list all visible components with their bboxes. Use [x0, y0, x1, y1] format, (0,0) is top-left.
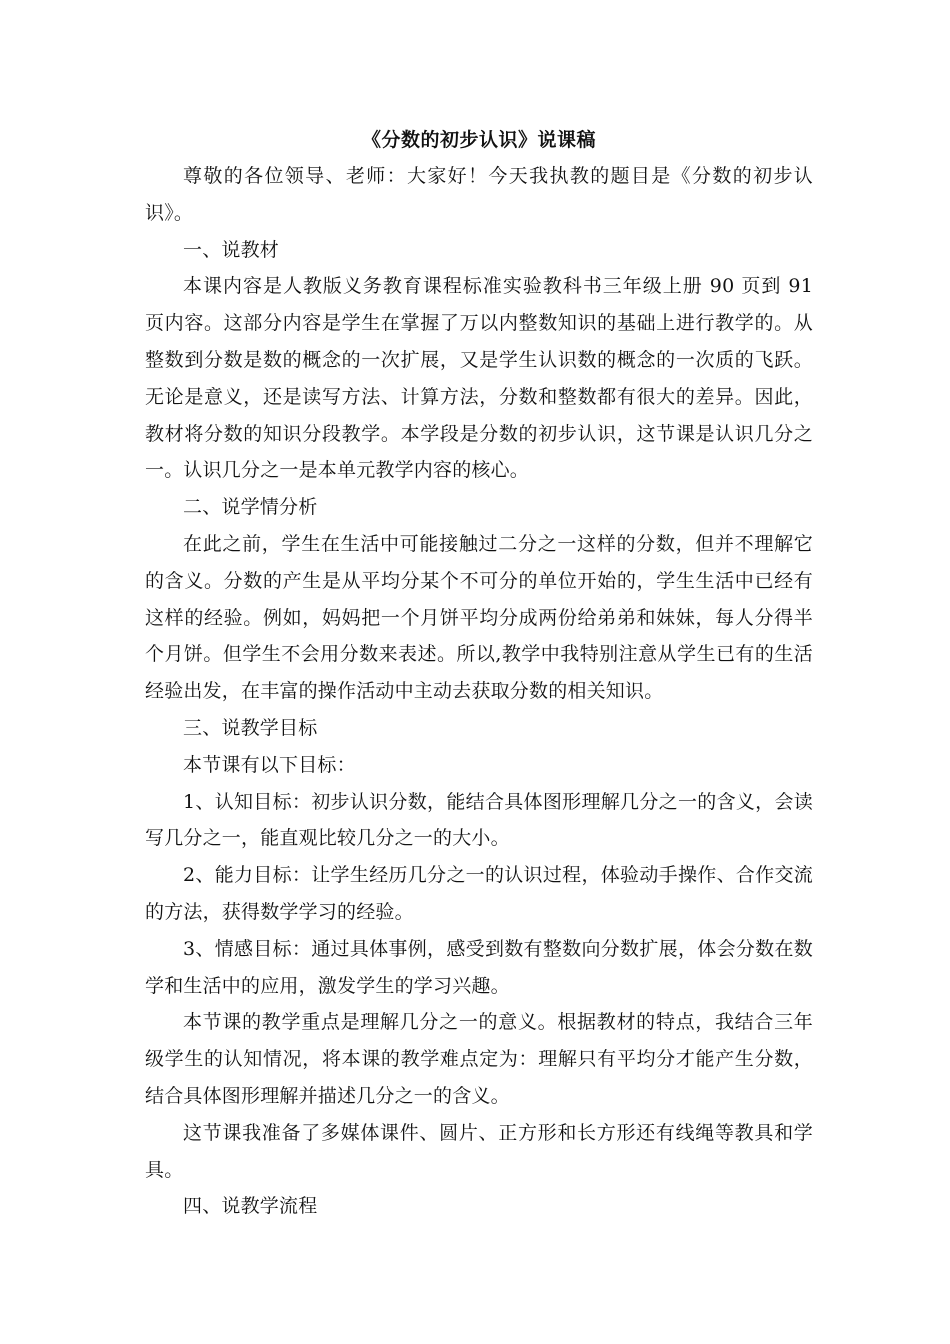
- cognitive-goal-paragraph: 1、认知目标：初步认识分数，能结合具体图形理解几分之一的含义，会读写几分之一，能直观比较几分之一的大小。: [145, 790, 813, 850]
- section-heading-textbook: 一、说教材: [183, 238, 280, 261]
- key-points-paragraph: 本节课的教学重点是理解几分之一的意义。根据教材的特点，我结合三年级学生的认知情况，将本课的教学难点定为：理解只有平均分才能产生分数，结合具体图形理解并描述几分之一的含义。: [145, 1011, 813, 1107]
- document-page: [145, 122, 813, 1225]
- document-title: 《分数的初步认识》说课稿: [361, 129, 596, 151]
- section-heading-teaching-process: 四、说教学流程: [183, 1195, 318, 1218]
- emotional-goal-paragraph: 3、情感目标：通过具体事例，感受到数有整数向分数扩展，体会分数在数学和生活中的应用，激发学生的学习兴趣。: [145, 937, 813, 997]
- student-analysis-paragraph: 在此之前，学生在生活中可能接触过二分之一这样的分数，但并不理解它的含义。分数的产生是从平均分某个不可分的单位开始的，学生生活中已经有这样的经验。例如，妈妈把一个月饼平均分成两份给弟弟和妹妹，每人分得半个月饼。但学生不会用分数来表述。所以,教学中我特别注意从学生已有的生活经验出发，在丰富的操作活动中主动去获取分数的相关知识。: [145, 532, 813, 703]
- teaching-aids-paragraph: 这节课我准备了多媒体课件、圆片、正方形和长方形还有线绳等教具和学具。: [145, 1121, 813, 1181]
- textbook-paragraph: 本课内容是人教版义务教育课程标准实验教科书三年级上册 90 页到 91 页内容。这部分内容是学生在掌握了万以内整数知识的基础上进行教学的。从整数到分数是数的概念的一次扩展，又是学生认识数的概念的一次质的飞跃。无论是意义，还是读写方法、计算方法，分数和整数都有很大的差异。因此，教材将分数的知识分段教学。本学段是分数的初步认识，这节课是认识几分之一。认识几分之一是本单元教学内容的核心。: [145, 275, 813, 482]
- goals-intro-paragraph: 本节课有以下目标：: [183, 753, 356, 776]
- section-heading-teaching-goals: 三、说教学目标: [183, 716, 318, 739]
- section-heading-student-analysis: 二、说学情分析: [183, 496, 318, 519]
- ability-goal-paragraph: 2、能力目标：让学生经历几分之一的认识过程，体验动手操作、合作交流的方法，获得数学学习的经验。: [145, 864, 813, 923]
- greeting-paragraph: 尊敬的各位领导、老师：大家好！今天我执教的题目是《分数的初步认识》。: [145, 165, 813, 224]
